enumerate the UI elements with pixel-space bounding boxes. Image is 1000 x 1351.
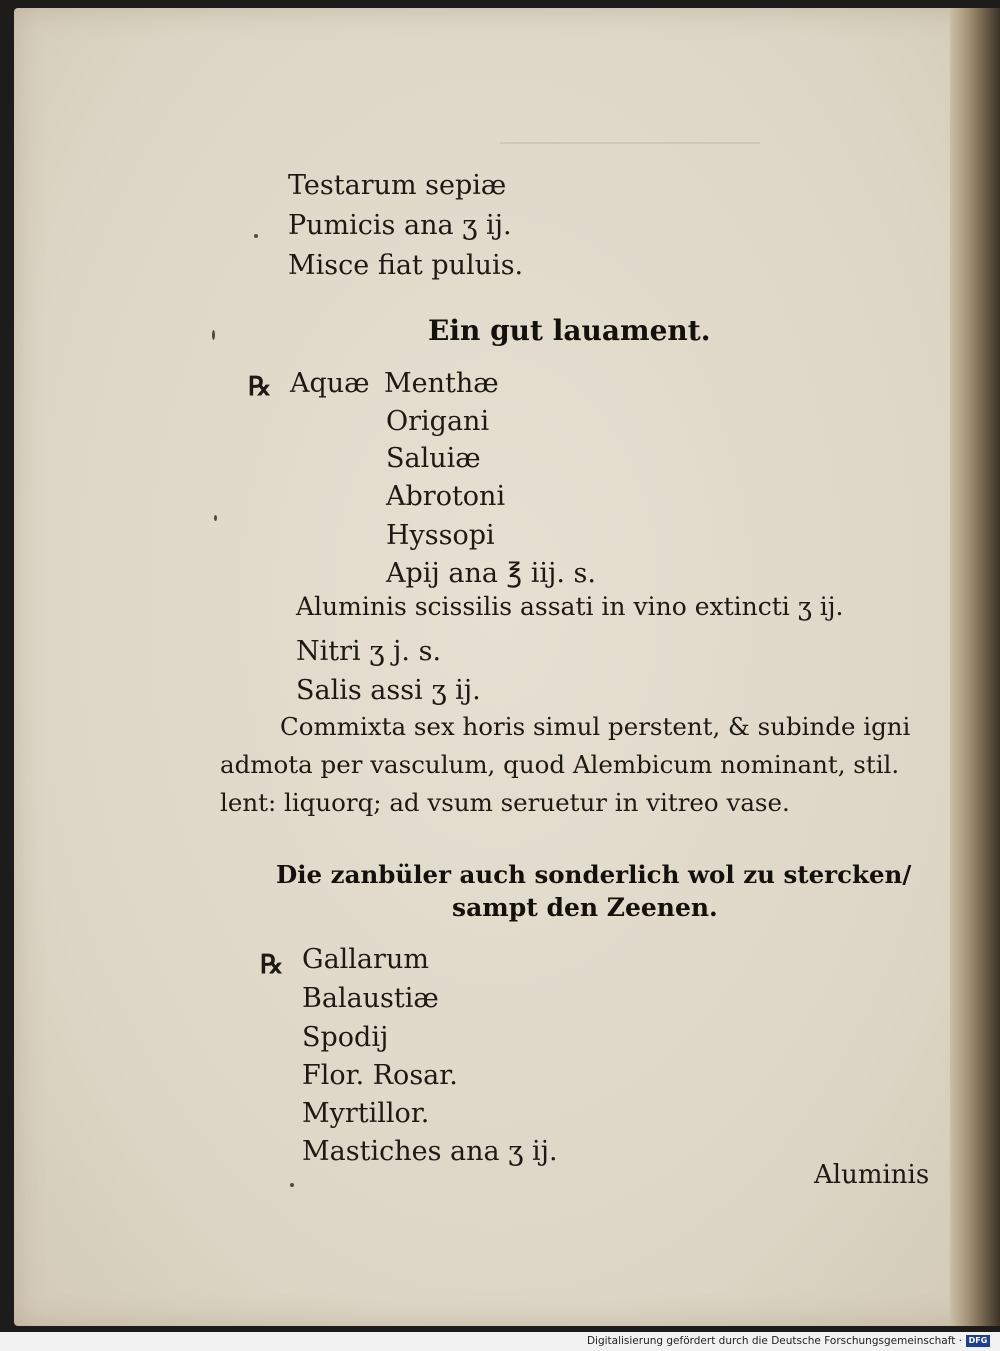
ink-speck — [214, 515, 217, 521]
section-heading: Ein gut lauament. — [428, 314, 711, 347]
text-line: Aquæ — [290, 368, 370, 399]
catchword: Aluminis — [814, 1160, 930, 1190]
book-spine — [950, 8, 1000, 1326]
text-line: Salis assi ʒ ij. — [296, 675, 481, 706]
ink-speck — [212, 330, 215, 340]
text-line: Pumicis ana ʒ ij. — [288, 210, 512, 241]
text-line: Misce fiat puluis. — [288, 250, 524, 281]
ink-speck — [290, 1183, 294, 1187]
section-heading: sampt den Zeenen. — [452, 893, 718, 922]
show-through-bleed — [500, 112, 760, 144]
text-line: admota per vasculum, quod Alembicum nominant, stil. — [220, 750, 900, 779]
ink-speck — [254, 234, 258, 238]
text-line: Testarum sepiæ — [288, 170, 507, 201]
text-line: Origani — [386, 406, 490, 437]
text-line: Apij ana ℥ iij. s. — [386, 558, 596, 589]
text-line: Myrtillor. — [302, 1098, 430, 1129]
text-line: Menthæ — [384, 368, 499, 399]
dfg-logo: DFG — [966, 1335, 990, 1347]
recipe-symbol: ℞ — [260, 950, 284, 980]
text-line: Gallarum — [302, 944, 429, 975]
text-line: Commixta sex horis simul perstent, & subinde igni — [280, 712, 911, 741]
text-line: Spodij — [302, 1022, 389, 1053]
text-line: lent: liquorq; ad vsum seruetur in vitreo vase. — [220, 788, 790, 817]
text-line: Abrotoni — [386, 481, 506, 512]
text-line: Aluminis scissilis assati in vino extincti ʒ ij. — [296, 592, 844, 621]
text-line: Flor. Rosar. — [302, 1060, 458, 1091]
text-line: Nitri ʒ j. s. — [296, 636, 442, 667]
recipe-symbol: ℞ — [248, 372, 272, 402]
section-heading: Die zanbüler auch sonderlich wol zu stercken/ — [276, 860, 912, 889]
text-line: Mastiches ana ʒ ij. — [302, 1136, 558, 1167]
funding-credit: Digitalisierung gefördert durch die Deutsche Forschungsgemeinschaft · — [586, 1335, 962, 1347]
book-page — [14, 8, 978, 1326]
text-line: Balaustiæ — [302, 983, 439, 1014]
text-line: Saluiæ — [386, 443, 481, 474]
text-line: Hyssopi — [386, 520, 495, 551]
